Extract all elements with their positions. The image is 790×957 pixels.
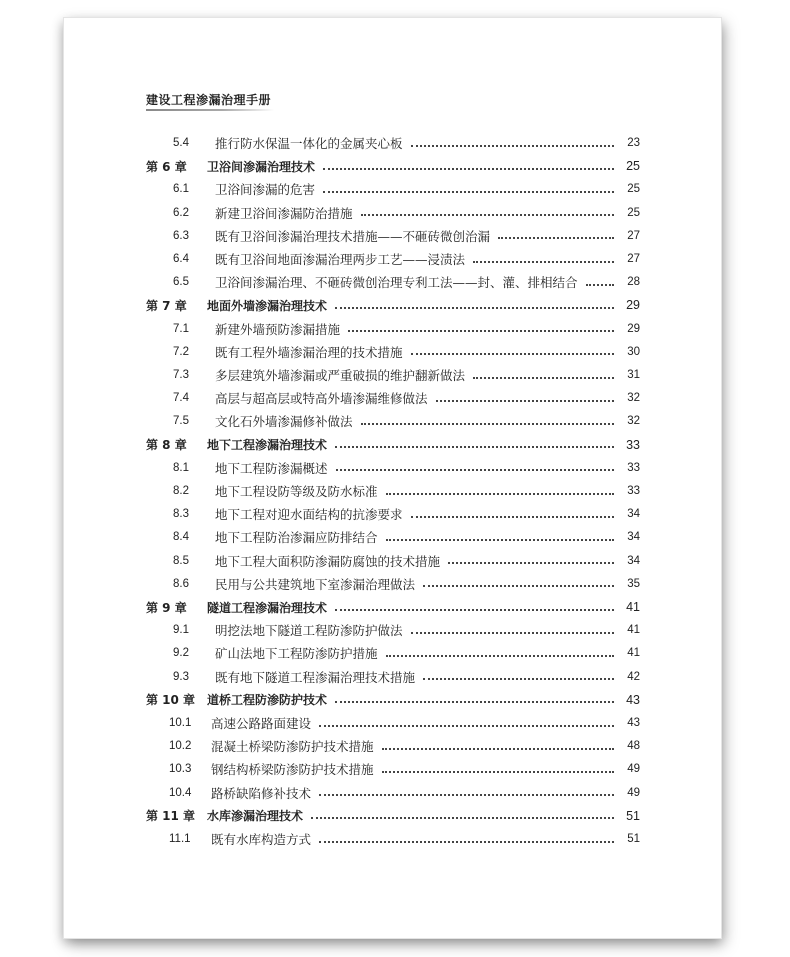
dot-leader (411, 144, 614, 147)
toc-section-row[interactable] (146, 410, 640, 432)
toc-section-row[interactable] (146, 573, 640, 595)
toc-page-number: 32 (627, 415, 640, 428)
toc-entry-title: 道桥工程防渗防护技术 (207, 693, 328, 708)
dot-leader (411, 352, 614, 355)
toc-entry-title: 地下工程对迎水面结构的抗渗要求 (215, 507, 403, 523)
toc-chapter-row[interactable] (146, 294, 640, 316)
dot-leader (319, 724, 614, 727)
toc-entry-number: 第 11 章 (146, 809, 196, 824)
toc-entry-number: 6.5 (173, 276, 189, 289)
dot-leader (361, 213, 614, 216)
toc-page-number: 28 (627, 276, 640, 289)
toc-entry-title: 新建卫浴间渗漏防治措施 (215, 205, 353, 221)
toc-section-row[interactable] (146, 457, 640, 479)
toc-chapter-row[interactable] (146, 155, 640, 177)
toc-entry-title: 既有地下隧道工程渗漏治理技术措施 (215, 669, 416, 685)
toc-chapter-row[interactable] (146, 434, 640, 456)
toc-section-row[interactable] (146, 202, 640, 224)
toc-entry-title: 卫浴间渗漏治理技术 (207, 159, 316, 174)
toc-section-row[interactable] (146, 503, 640, 525)
toc-entry-title: 既有卫浴间地面渗漏治理两步工艺——浸渍法 (215, 252, 466, 267)
dot-leader (335, 608, 614, 611)
toc-section-row[interactable] (146, 341, 640, 363)
toc-page-number: 31 (627, 369, 640, 381)
toc-entry-number: 8.6 (173, 577, 189, 590)
toc-section-row[interactable] (146, 735, 640, 757)
toc-entry-number: 7.4 (173, 392, 189, 405)
toc-entry-title: 既有卫浴间渗漏治理技术措施——不砸砖微创治漏 (215, 228, 491, 244)
toc-section-row[interactable] (146, 666, 640, 688)
toc-entry-number: 10.3 (169, 763, 192, 776)
toc-page-number: 25 (626, 159, 640, 174)
toc-entry-title: 矿山法地下工程防渗防护措施 (215, 646, 378, 662)
toc-section-row[interactable] (146, 782, 640, 804)
toc-entry-title: 高层与超高层或特高外墙渗漏维修做法 (215, 391, 428, 407)
toc-page-number: 41 (627, 624, 640, 637)
toc-page-number: 42 (627, 670, 640, 683)
toc-page-number: 27 (627, 253, 640, 265)
dot-leader (382, 747, 614, 750)
toc-entry-title: 地下工程设防等级及防水标准 (215, 484, 378, 499)
toc-section-row[interactable] (146, 758, 640, 780)
toc-section-row[interactable] (146, 271, 640, 293)
toc-entry-number: 10.4 (169, 786, 192, 799)
toc-page-number: 48 (627, 740, 640, 753)
dot-leader (411, 631, 614, 634)
dot-leader (436, 399, 614, 402)
dot-leader (473, 260, 614, 263)
toc-page-number: 43 (626, 692, 640, 707)
toc-entry-title: 地面外墙渗漏治理技术 (207, 298, 328, 313)
toc-entry-number: 7.3 (173, 369, 189, 381)
toc-entry-number: 第 6 章 (146, 159, 187, 174)
toc-entry-number: 8.5 (173, 554, 189, 567)
toc-page-number: 25 (627, 206, 640, 219)
toc-entry-title: 明挖法地下隧道工程防渗防护做法 (215, 623, 403, 639)
dot-leader (323, 190, 614, 193)
toc-section-row[interactable] (146, 387, 640, 409)
toc-section-row[interactable] (146, 642, 640, 664)
toc-entry-number: 6.4 (173, 253, 189, 265)
toc-entry-number: 8.4 (173, 531, 189, 544)
dot-leader (319, 793, 614, 796)
dot-leader (423, 677, 614, 680)
toc-entry-number: 5.4 (173, 137, 189, 149)
toc-page-number: 33 (627, 461, 640, 474)
toc-entry-title: 民用与公共建筑地下室渗漏治理做法 (215, 576, 416, 592)
toc-page-number: 23 (627, 137, 640, 149)
toc-entry-title: 路桥缺陷修补技术 (211, 785, 312, 801)
toc-entry-title: 地下工程大面积防渗漏防腐蚀的技术措施 (215, 553, 441, 569)
toc-entry-number: 第 7 章 (146, 298, 187, 313)
header-rule (146, 109, 274, 111)
toc-page-number: 32 (627, 392, 640, 405)
toc-entry-title: 钢结构桥梁防渗防护技术措施 (211, 762, 374, 778)
toc-page-number: 30 (627, 345, 640, 358)
toc-entry-title: 文化石外墙渗漏修补做法 (215, 414, 353, 430)
toc-entry-title: 地下工程防渗漏概述 (215, 460, 328, 476)
toc-entry-number: 6.2 (173, 206, 189, 219)
toc-entry-number: 8.1 (173, 461, 189, 474)
dot-leader (411, 515, 614, 518)
toc-entry-number: 11.1 (169, 833, 191, 845)
toc-page-number: 29 (626, 298, 640, 313)
toc-entry-number: 8.2 (173, 485, 189, 497)
dot-leader (323, 167, 614, 170)
running-head: 建设工程渗漏治理手册 (146, 93, 272, 107)
toc-entry-number: 6.3 (173, 229, 189, 242)
dot-leader (423, 584, 614, 587)
toc-section-row[interactable] (146, 619, 640, 641)
toc-chapter-row[interactable] (146, 805, 640, 827)
toc-section-row[interactable] (146, 828, 640, 850)
toc-entry-number: 10.1 (169, 717, 192, 729)
toc-entry-title: 水库渗漏治理技术 (207, 809, 304, 824)
toc-page-number: 41 (626, 600, 640, 614)
toc-entry-number: 7.5 (173, 415, 189, 428)
toc-entry-title: 高速公路路面建设 (211, 716, 312, 731)
toc-entry-number: 9.1 (173, 624, 189, 637)
dot-leader (448, 561, 614, 564)
toc-entry-number: 第 9 章 (146, 600, 187, 615)
dot-leader (319, 840, 614, 843)
toc-page-number: 35 (627, 577, 640, 590)
toc-chapter-row[interactable] (146, 689, 640, 711)
toc-entry-title: 地下工程渗漏治理技术 (207, 438, 328, 453)
toc-section-row[interactable] (146, 526, 640, 548)
toc-entry-title: 既有工程外墙渗漏治理的技术措施 (215, 344, 403, 360)
toc-page-number: 25 (627, 183, 640, 196)
toc-page-number: 27 (627, 229, 640, 242)
toc-entry-title: 隧道工程渗漏治理技术 (207, 600, 328, 615)
toc-entry-number: 7.1 (173, 322, 189, 335)
toc-page-number: 29 (627, 322, 640, 335)
toc-entry-number: 8.3 (173, 508, 189, 521)
toc-entry-title: 卫浴间渗漏的危害 (215, 182, 316, 198)
toc-entry-title: 卫浴间渗漏治理、不砸砖微创治理专利工法——封、灌、排相结合 (215, 275, 578, 291)
toc-chapter-row[interactable] (146, 596, 640, 618)
toc-page-number: 33 (627, 485, 640, 497)
dot-leader (382, 770, 614, 773)
toc-page-number: 33 (626, 437, 640, 452)
toc-section-row[interactable] (146, 480, 640, 502)
dot-leader (311, 816, 614, 819)
dot-leader (386, 538, 614, 541)
toc-entry-title: 混凝土桥梁防渗防护技术措施 (211, 739, 374, 755)
toc-entry-number: 7.2 (173, 345, 189, 358)
toc-section-row[interactable] (146, 225, 640, 247)
toc-entry-title: 多层建筑外墙渗漏或严重破损的维护翻新做法 (215, 368, 466, 383)
dot-leader (586, 283, 614, 286)
dot-leader (348, 329, 614, 332)
toc-section-row[interactable] (146, 364, 640, 386)
toc-entry-number: 9.2 (173, 647, 189, 660)
toc-section-row[interactable] (146, 712, 640, 734)
toc-section-row[interactable] (146, 132, 640, 154)
dot-leader (386, 492, 614, 495)
toc-page-number: 43 (627, 717, 640, 729)
toc-entry-number: 第 8 章 (146, 438, 187, 453)
toc-page-number: 34 (627, 554, 640, 567)
dot-leader (386, 654, 614, 657)
toc-entry-title: 地下工程防治渗漏应防排结合 (215, 530, 378, 546)
toc-page-number: 34 (627, 508, 640, 521)
toc-page-number: 49 (627, 786, 640, 799)
dot-leader (335, 700, 614, 703)
toc-section-row[interactable] (146, 248, 640, 270)
book-page (64, 18, 721, 938)
toc-page-number: 51 (626, 808, 640, 823)
toc-page-number: 34 (627, 531, 640, 544)
toc-entry-title: 既有水库构造方式 (211, 832, 312, 847)
toc-entry-number: 10.2 (169, 740, 192, 753)
toc-section-row[interactable] (146, 550, 640, 572)
toc-entry-number: 9.3 (173, 670, 189, 683)
toc-page-number: 41 (627, 647, 640, 660)
dot-leader (498, 236, 614, 239)
toc-entry-number: 6.1 (173, 183, 189, 196)
dot-leader (335, 306, 614, 309)
toc-section-row[interactable] (146, 178, 640, 200)
toc-section-row[interactable] (146, 318, 640, 340)
toc-page-number: 49 (627, 763, 640, 776)
dot-leader (473, 376, 614, 379)
dot-leader (335, 445, 614, 448)
toc-page-number: 51 (627, 833, 640, 845)
dot-leader (361, 422, 614, 425)
dot-leader (336, 468, 614, 471)
toc-entry-title: 新建外墙预防渗漏措施 (215, 321, 341, 337)
toc-entry-title: 推行防水保温一体化的金属夹心板 (215, 136, 403, 151)
toc-entry-number: 第 10 章 (146, 693, 196, 708)
